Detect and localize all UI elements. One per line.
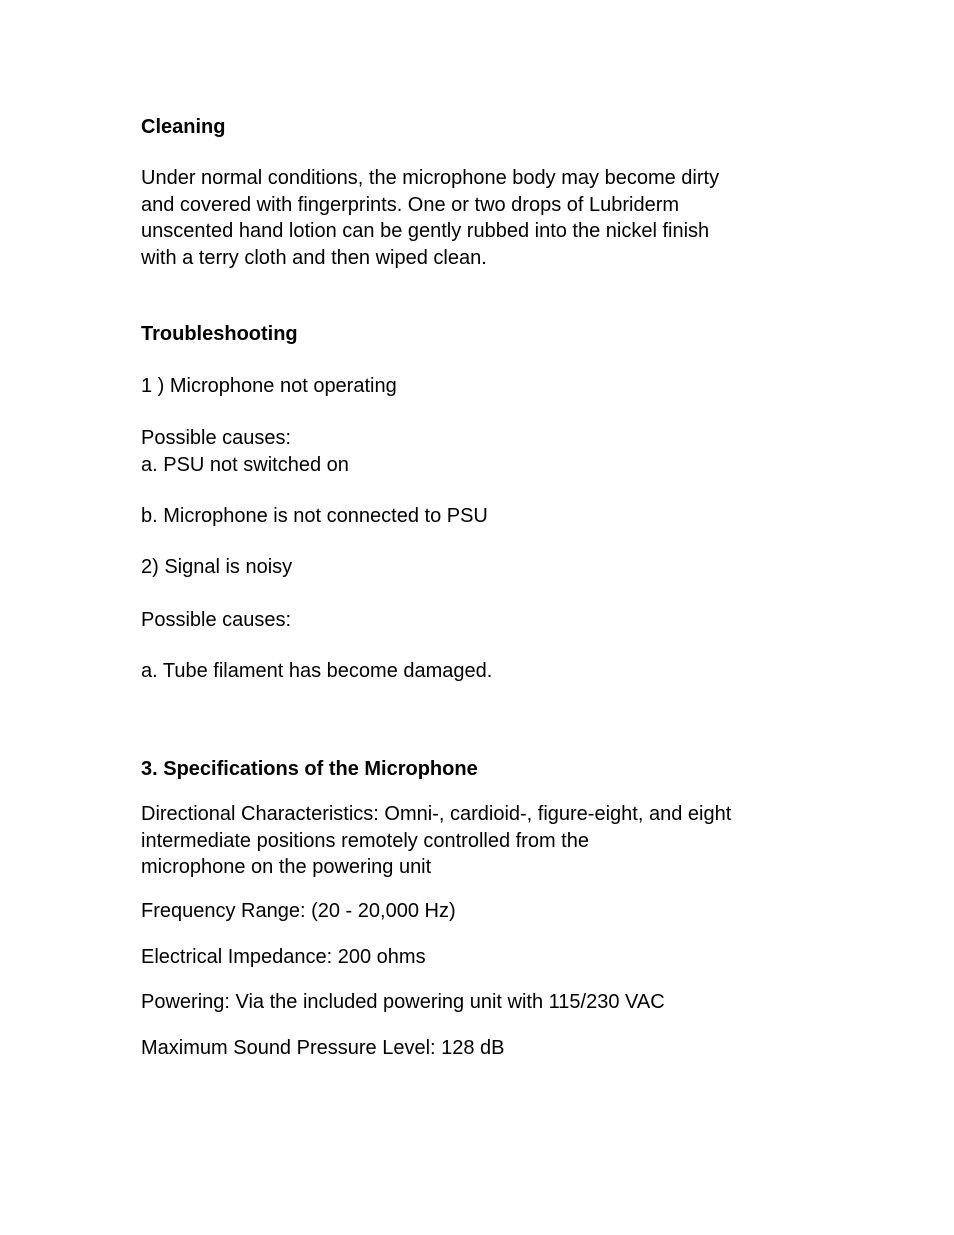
spec-max-spl: Maximum Sound Pressure Level: 128 dB (141, 1037, 505, 1059)
issue-1: 1 ) Microphone not operating (141, 375, 397, 397)
spec-directional-line-3: microphone on the powering unit (141, 856, 432, 878)
cleaning-line-1: Under normal conditions, the microphone body may become dirty (141, 167, 720, 189)
spec-frequency-range: Frequency Range: (20 - 20,000 Hz) (141, 900, 456, 922)
spec-powering: Powering: Via the included powering unit with 115/230 VAC (141, 991, 665, 1013)
spec-electrical-impedance: Electrical Impedance: 200 ohms (141, 946, 426, 968)
cause-2a: a. Tube filament has become damaged. (141, 660, 493, 682)
possible-causes-label-2: Possible causes: (141, 609, 292, 631)
cause-1a: a. PSU not switched on (141, 453, 349, 476)
issue-2: 2) Signal is noisy (141, 556, 293, 578)
spec-directional-line-1: Directional Characteristics: Omni-, cardioid-, figure-eight, and eight (141, 803, 732, 825)
specifications-heading: 3. Specifications of the Microphone (141, 758, 478, 780)
spec-directional-line-2: intermediate positions remotely controlled from the (141, 829, 589, 852)
possible-causes-label-1: Possible causes: (141, 427, 292, 449)
cleaning-line-3: unscented hand lotion can be gently rubbed into the nickel finish (141, 220, 710, 242)
cleaning-line-2: and covered with fingerprints. One or two drops of Lubriderm (141, 193, 680, 216)
troubleshooting-heading: Troubleshooting (141, 323, 298, 345)
cause-1b: b. Microphone is not connected to PSU (141, 505, 488, 527)
cleaning-heading: Cleaning (141, 116, 226, 138)
cleaning-line-4: with a terry cloth and then wiped clean. (141, 246, 487, 269)
